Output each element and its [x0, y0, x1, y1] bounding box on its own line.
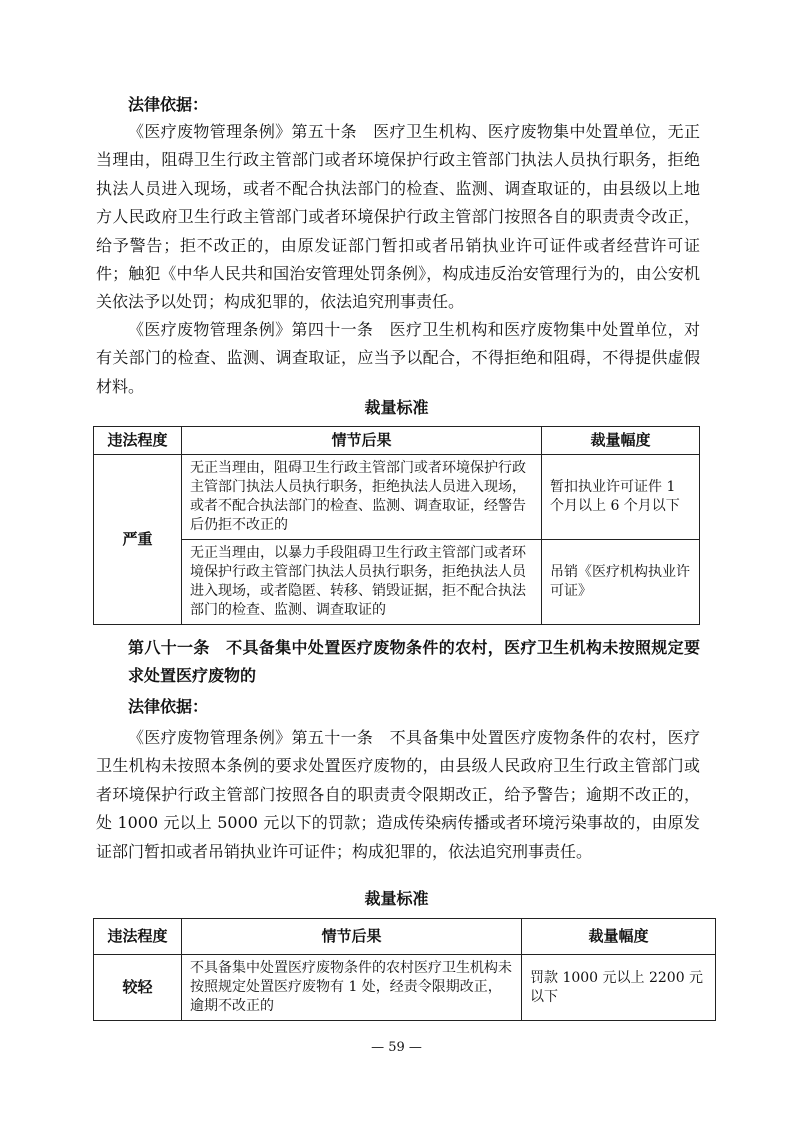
table-header-row — [94, 919, 716, 955]
header-circumstances: 情节后果 — [182, 427, 542, 455]
circumstance-cell: 无正当理由，阻碍卫生行政主管部门或者环境保护行政主管部门执法人员执行职务，拒绝执法人员进入现场，或者不配合执法部门的检查、监测、调查取证，经警告后仍拒不改正的 — [182, 455, 542, 540]
table-title-2: 裁量标准 — [364, 889, 429, 908]
table-row — [94, 455, 700, 540]
discretion-table-1 — [93, 426, 700, 625]
violation-level: 较轻 — [94, 955, 182, 1021]
circumstance-cell: 不具备集中处置医疗废物条件的农村医疗卫生机构未按照规定处置医疗废物有 1 处，经责令限期改正，逾期不改正的 — [182, 955, 522, 1021]
legal-basis-label-2: 法律依据： — [128, 697, 209, 716]
legal-basis-paragraph-3: 《医疗废物管理条例》第五十一条 不具备集中处置医疗废物条件的农村，医疗卫生机构未按照本条例的要求处置医疗废物的，由县级人民政府卫生行政主管部门或者环境保护行政主管部门按照各自的职责责令限期改正，给予警告；逾期不改正的，处 1000 元以上 5000 元以下的罚款；造成传染病传播或者环境污染事故的，由原发证部门暂扣或者吊销执业许可证件；构成犯罪的，依法追究刑事责任。 — [96, 728, 700, 861]
violation-level: 严重 — [94, 455, 182, 625]
page-number: — 59 — — [371, 1040, 422, 1055]
table-header-row — [94, 427, 700, 455]
discretion-table-2 — [93, 918, 716, 1021]
legal-basis-paragraph-2: 《医疗废物管理条例》第四十一条 医疗卫生机构和医疗废物集中处置单位，对有关部门的检查、监测、调查取证，应当予以配合，不得拒绝和阻碍，不得提供虚假材料。 — [96, 320, 700, 396]
penalty-cell: 暂扣执业许可证件 1 个月以上 6 个月以下 — [542, 455, 700, 540]
header-circumstances: 情节后果 — [182, 919, 522, 955]
table-row — [94, 540, 700, 625]
header-violation-degree: 违法程度 — [94, 919, 182, 955]
circumstance-cell: 无正当理由，以暴力手段阻碍卫生行政主管部门或者环境保护行政主管部门执法人员执行职务，拒绝执法人员进入现场，或者隐匿、转移、销毁证据，拒不配合执法部门的检查、监测、调查取证的 — [182, 540, 542, 625]
header-penalty-range: 裁量幅度 — [522, 919, 716, 955]
table-row — [94, 955, 716, 1021]
header-violation-degree: 违法程度 — [94, 427, 182, 455]
legal-basis-paragraph-1: 《医疗废物管理条例》第五十条 医疗卫生机构、医疗废物集中处置单位，无正当理由，阻碍卫生行政主管部门或者环境保护行政主管部门执法人员执行职务，拒绝执法人员进入现场，或者不配合执法部门的检查、监测、调查取证的，由县级以上地方人民政府卫生行政主管部门或者环境保护行政主管部门按照各自的职责责令改正，给予警告；拒不改正的，由原发证部门暂扣或者吊销执业许可证件或者经营许可证件；触犯《中华人民共和国治安管理处罚条例》，构成违反治安管理行为的，由公安机关依法予以处罚；构成犯罪的，依法追究刑事责任。 — [96, 122, 700, 312]
penalty-cell: 罚款 1000 元以上 2200 元以下 — [522, 955, 716, 1021]
table-title-1: 裁量标准 — [364, 398, 429, 417]
article-title — [128, 634, 700, 691]
header-penalty-range: 裁量幅度 — [542, 427, 700, 455]
article-title-text: 第八十一条 不具备集中处置医疗废物条件的农村，医疗卫生机构未按照规定要求处置医疗废物的 — [128, 638, 700, 686]
penalty-cell: 吊销《医疗机构执业许可证》 — [542, 540, 700, 625]
legal-basis-label-1: 法律依据： — [128, 95, 209, 114]
